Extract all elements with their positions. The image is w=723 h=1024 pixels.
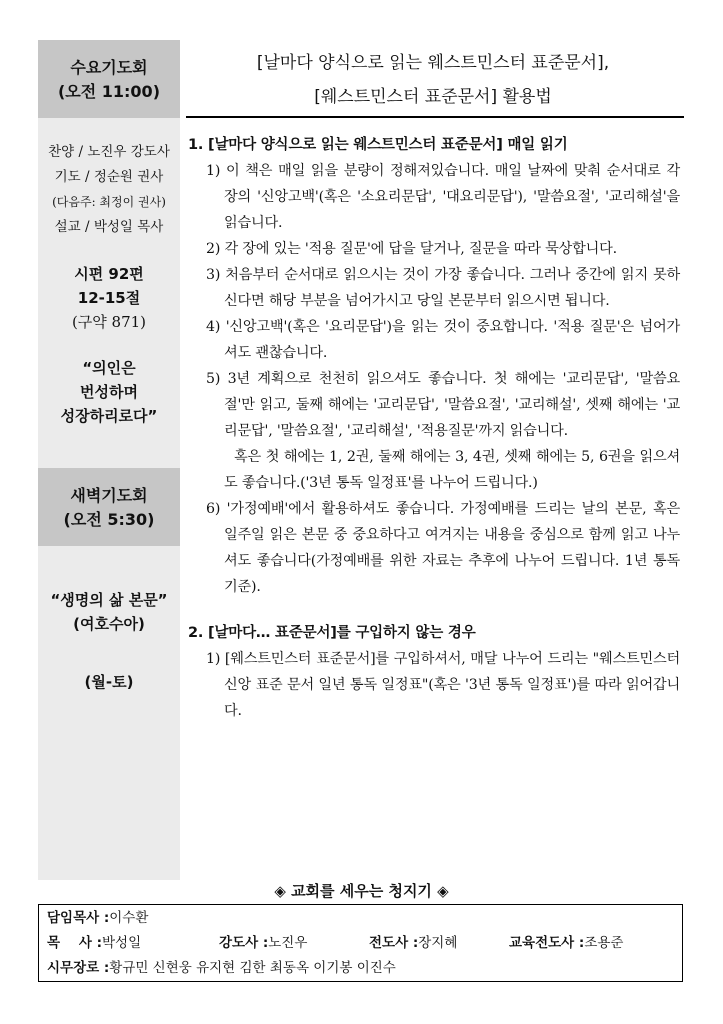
- staff-label: 강도사 :: [219, 935, 269, 951]
- page-title-line: [웨스트민스터 표준문서] 활용법: [314, 87, 552, 107]
- staff-row: [47, 906, 674, 931]
- staff-value: 이수환: [109, 910, 149, 926]
- staff-row: [47, 931, 674, 956]
- section-heading: 1. [날마다 양식으로 읽는 웨스트민스터 표준문서] 매일 읽기: [188, 137, 568, 153]
- list-item: 6) '가정예배'에서 활용하셔도 좋습니다. 가정예배를 드리는 날의 본문, 혹은 일주일 읽은 본문 중 중요하다고 여겨지는 내용을 중심으로 함께 읽고 나누셔도 좋습니다(가정예배를 위한 자료는 추후에 나누어 드립니다. 1년 통독 기준).: [206, 501, 680, 595]
- list-item: 3) 처음부터 순서대로 읽으시는 것이 가장 좋습니다. 그러나 중간에 읽지 못하신다면 해당 부분을 넘어가시고 당일 본문부터 읽으시면 됩니다.: [206, 267, 680, 309]
- main-content: [188, 132, 680, 724]
- list-item: 4) '신앙고백'(혹은 '요리문답')을 읽는 것이 중요합니다. '적용 질문'은 넘어가셔도 괜찮습니다.: [206, 319, 680, 361]
- service-staff: [38, 140, 180, 240]
- staff-section-title: ◈ 교회를 세우는 청지기 ◈: [274, 882, 449, 900]
- scripture-book: 시편 92편: [74, 265, 144, 283]
- scripture-page: (구약 871): [71, 313, 147, 331]
- page-title: [186, 46, 680, 114]
- staff-label: 교육전도사 :: [509, 935, 585, 951]
- dawn-book: “생명의 삶 본문”: [50, 591, 168, 609]
- section-heading: 2. [날마다… 표준문서]를 구입하지 않는 경우: [188, 625, 476, 641]
- staff-line: 설교 / 박성일 목사: [54, 219, 164, 235]
- sermon-title-line: 성장하리로다”: [60, 407, 158, 425]
- sermon-title: [38, 356, 180, 428]
- staff-value: 장지혜: [418, 935, 458, 951]
- title-divider: [186, 116, 684, 118]
- scripture-verses: 12-15절: [77, 289, 141, 307]
- church-staff-table: [38, 904, 683, 982]
- staff-value: 조용준: [584, 935, 624, 951]
- sermon-title-line: “의인은: [82, 359, 136, 377]
- sidebar: [38, 40, 180, 880]
- scripture-reference: [38, 262, 180, 334]
- staff-label: 시무장로 :: [47, 960, 110, 976]
- sermon-title-line: 번성하며: [80, 383, 138, 401]
- list-item: 1) [웨스트민스터 표준문서]를 구입하셔서, 매달 나누어 드리는 "웨스트민스터 신앙 표준 문서 일년 통독 일정표"(혹은 '3년 통독 일정표')를 따라 읽어갑니다.: [206, 651, 680, 719]
- staff-line: (다음주: 최정이 권사): [52, 195, 166, 209]
- dawn-title: 새벽기도회: [70, 486, 148, 505]
- dawn-passage: (여호수아): [73, 615, 145, 633]
- list-item: 1) 이 책은 매일 읽을 분량이 정해져있습니다. 매일 날짜에 맞춰 순서대로 각 장의 '신앙고백'(혹은 '소요리문답', '대요리문답'), '말씀요절', '교리해설'을 읽습니다.: [206, 163, 680, 231]
- staff-value: 노진우: [268, 935, 308, 951]
- list-item: 5) 3년 계획으로 천천히 읽으셔도 좋습니다. 첫 해에는 '교리문답', '말씀요절'만 읽고, 둘째 해에는 '교리문답', '말씀요절', '교리해설', 셋째 해에는 '교리문답', '말씀요절', '교리해설', '적용질문'까지 읽습니다.: [206, 371, 680, 439]
- staff-label: 담임목사 :: [47, 910, 110, 926]
- dawn-service-info: [38, 588, 180, 694]
- staff-row: [47, 956, 674, 981]
- wednesday-title: 수요기도회: [70, 58, 148, 77]
- dawn-service-header: [38, 468, 180, 546]
- staff-value: 황규민 신현웅 유지현 김한 최동옥 이기봉 이진수: [109, 960, 396, 976]
- staff-line: 기도 / 정순원 권사: [54, 169, 164, 185]
- page-title-line: [날마다 양식으로 읽는 웨스트민스터 표준문서],: [256, 53, 610, 73]
- dawn-time: (오전 5:30): [63, 510, 155, 529]
- list-item: 2) 각 장에 있는 '적용 질문'에 답을 달거나, 질문을 따라 묵상합니다.: [206, 241, 617, 257]
- wednesday-service-header: [38, 40, 180, 118]
- dawn-days: (월-토): [84, 673, 134, 691]
- list-item-continuation: 혹은 첫 해에는 1, 2권, 둘째 해에는 3, 4권, 셋째 해에는 5, 6권을 읽으셔도 좋습니다.('3년 통독 일정표'를 나누어 드립니다.): [224, 449, 680, 491]
- staff-line: 찬양 / 노진우 강도사: [48, 144, 170, 160]
- staff-label: 목 사 :: [47, 935, 102, 951]
- wednesday-time: (오전 11:00): [57, 82, 161, 101]
- staff-value: 박성일: [101, 935, 142, 951]
- staff-label: 전도사 :: [369, 935, 419, 951]
